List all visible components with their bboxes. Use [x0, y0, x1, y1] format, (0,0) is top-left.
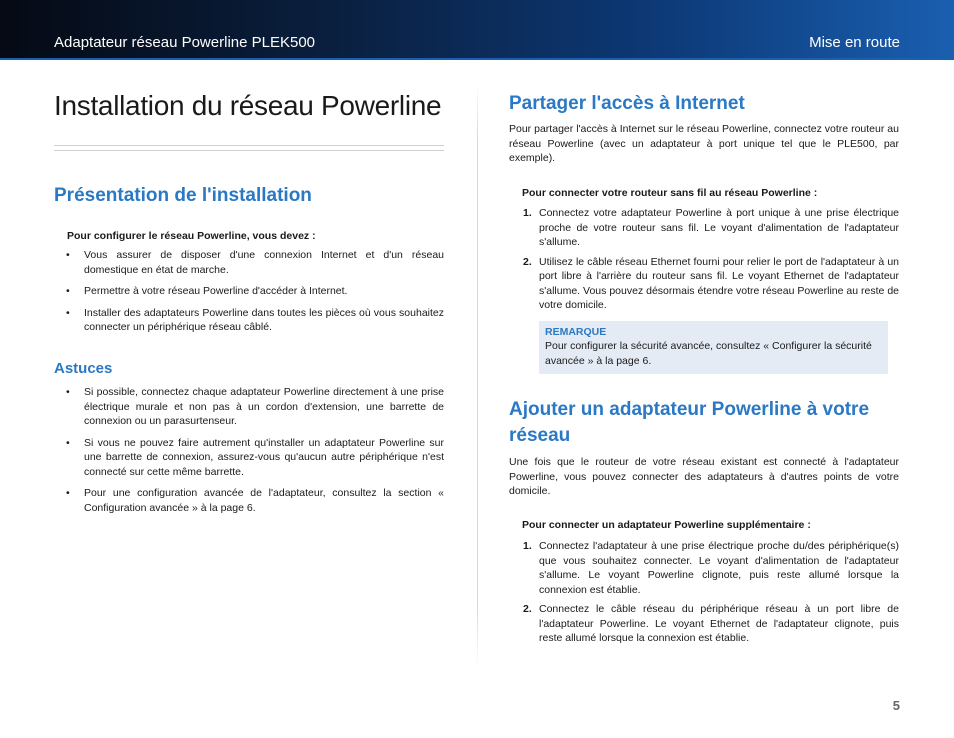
step-item	[509, 602, 899, 646]
tips-heading: Astuces	[54, 360, 113, 377]
list-item	[54, 486, 444, 515]
step-number: 2.	[523, 255, 532, 268]
step-number: 2.	[523, 603, 532, 615]
page-header	[0, 0, 954, 58]
step-item	[509, 206, 899, 250]
connect-adapter-lead: Pour connecter un adaptateur Powerline supplémentaire :	[522, 519, 811, 531]
column-divider	[477, 82, 478, 667]
bullet-icon: •	[66, 436, 70, 449]
bullet-icon: •	[66, 306, 70, 319]
step-number: 1.	[523, 540, 532, 552]
bullet-icon: •	[66, 249, 70, 261]
note-text: Pour configurer la sécurité avancée, consultez « Configurer la sécurité avancée » à la page 6.	[545, 340, 872, 367]
list-item-text: Si vous ne pouvez faire autrement qu'installer un adaptateur Powerline sur une barrette de connexion, assurez-vous qu'aucun autre périphérique n'est connecté sur cette même barrette.	[84, 436, 444, 478]
setup-requirements-list	[54, 248, 444, 342]
connect-router-lead: Pour connecter votre routeur sans fil au réseau Powerline :	[522, 187, 818, 199]
bullet-icon: •	[66, 285, 70, 297]
step-text: Connectez l'adaptateur à une prise électrique proche du/des périphérique(s) que vous souhaitez connecter. Le voyant d'alimentation de l'adaptateur s'allume. Le voyant Powerline clignote, puis reste allumé lorsque la connexion est établie.	[539, 540, 899, 596]
connect-router-steps	[509, 206, 899, 318]
list-item	[54, 306, 444, 335]
title-rule	[54, 145, 444, 151]
add-adapter-heading: Ajouter un adaptateur Powerline à votre réseau	[509, 399, 870, 446]
setup-intro: Pour configurer le réseau Powerline, vous devez :	[67, 230, 316, 242]
bullet-icon: •	[66, 487, 70, 499]
tips-list	[54, 385, 444, 522]
share-internet-paragraph: Pour partager l'accès à Internet sur le réseau Powerline, connectez votre routeur au réseau Powerline (avec un adaptateur à port unique tel que le PLE500, par exemple).	[509, 123, 899, 164]
list-item-text: Permettre à votre réseau Powerline d'accéder à Internet.	[84, 285, 348, 297]
installation-overview-heading: Présentation de l'installation	[54, 185, 312, 206]
step-text: Connectez le câble réseau du périphérique réseau à un port libre de l'adaptateur Powerline. Le voyant Ethernet de l'adaptateur clignote, puis reste allumé lorsque la connexion est établie.	[539, 603, 899, 644]
note-box	[539, 321, 888, 374]
list-item	[54, 436, 444, 480]
bullet-icon: •	[66, 386, 70, 398]
list-item-text: Installer des adaptateurs Powerline dans toutes les pièces où vous souhaitez connecter un périphérique réseau câblé.	[84, 306, 444, 333]
note-label: REMARQUE	[545, 326, 607, 338]
list-item	[54, 385, 444, 429]
step-text: Connectez votre adaptateur Powerline à port unique à une prise électrique proche de votre routeur sans fil. Le voyant d'alimentation de l'adaptateur s'allume.	[539, 207, 899, 248]
add-adapter-paragraph: Une fois que le routeur de votre réseau existant est connecté à l'adaptateur Powerline, vous pouvez connecter des adaptateurs à d'autres points de votre domicile.	[509, 456, 899, 497]
step-text: Utilisez le câble réseau Ethernet fourni pour relier le port de l'adaptateur à un port libre à l'arrière du routeur sans fil. Le voyant Ethernet de l'adaptateur s'allume. Vous pouvez désormais étendre votre réseau Powerline au reste de votre domicile.	[539, 255, 899, 311]
list-item-text: Pour une configuration avancée de l'adaptateur, consultez la section « Configuration avancée » à la page 6.	[84, 487, 444, 514]
page-title: Installation du réseau Powerline	[54, 90, 442, 121]
header-product-name: Adaptateur réseau Powerline PLEK500	[54, 34, 316, 51]
list-item-text: Vous assurer de disposer d'une connexion Internet et d'un réseau domestique en état de marche.	[84, 249, 444, 276]
page-number: 5	[892, 698, 900, 713]
list-item	[54, 284, 444, 299]
step-number: 1.	[523, 207, 532, 219]
share-internet-heading: Partager l'accès à Internet	[509, 93, 745, 114]
list-item-text: Si possible, connectez chaque adaptateur Powerline directement à une prise électrique murale et non pas à un cordon d'extension, une barrette de connexion ou un parasurtenseur.	[84, 386, 444, 427]
header-divider	[0, 58, 954, 60]
step-item	[509, 539, 899, 597]
header-section-name: Mise en route	[809, 34, 900, 51]
step-item	[509, 255, 899, 313]
list-item	[54, 248, 444, 277]
connect-adapter-steps	[509, 539, 899, 651]
